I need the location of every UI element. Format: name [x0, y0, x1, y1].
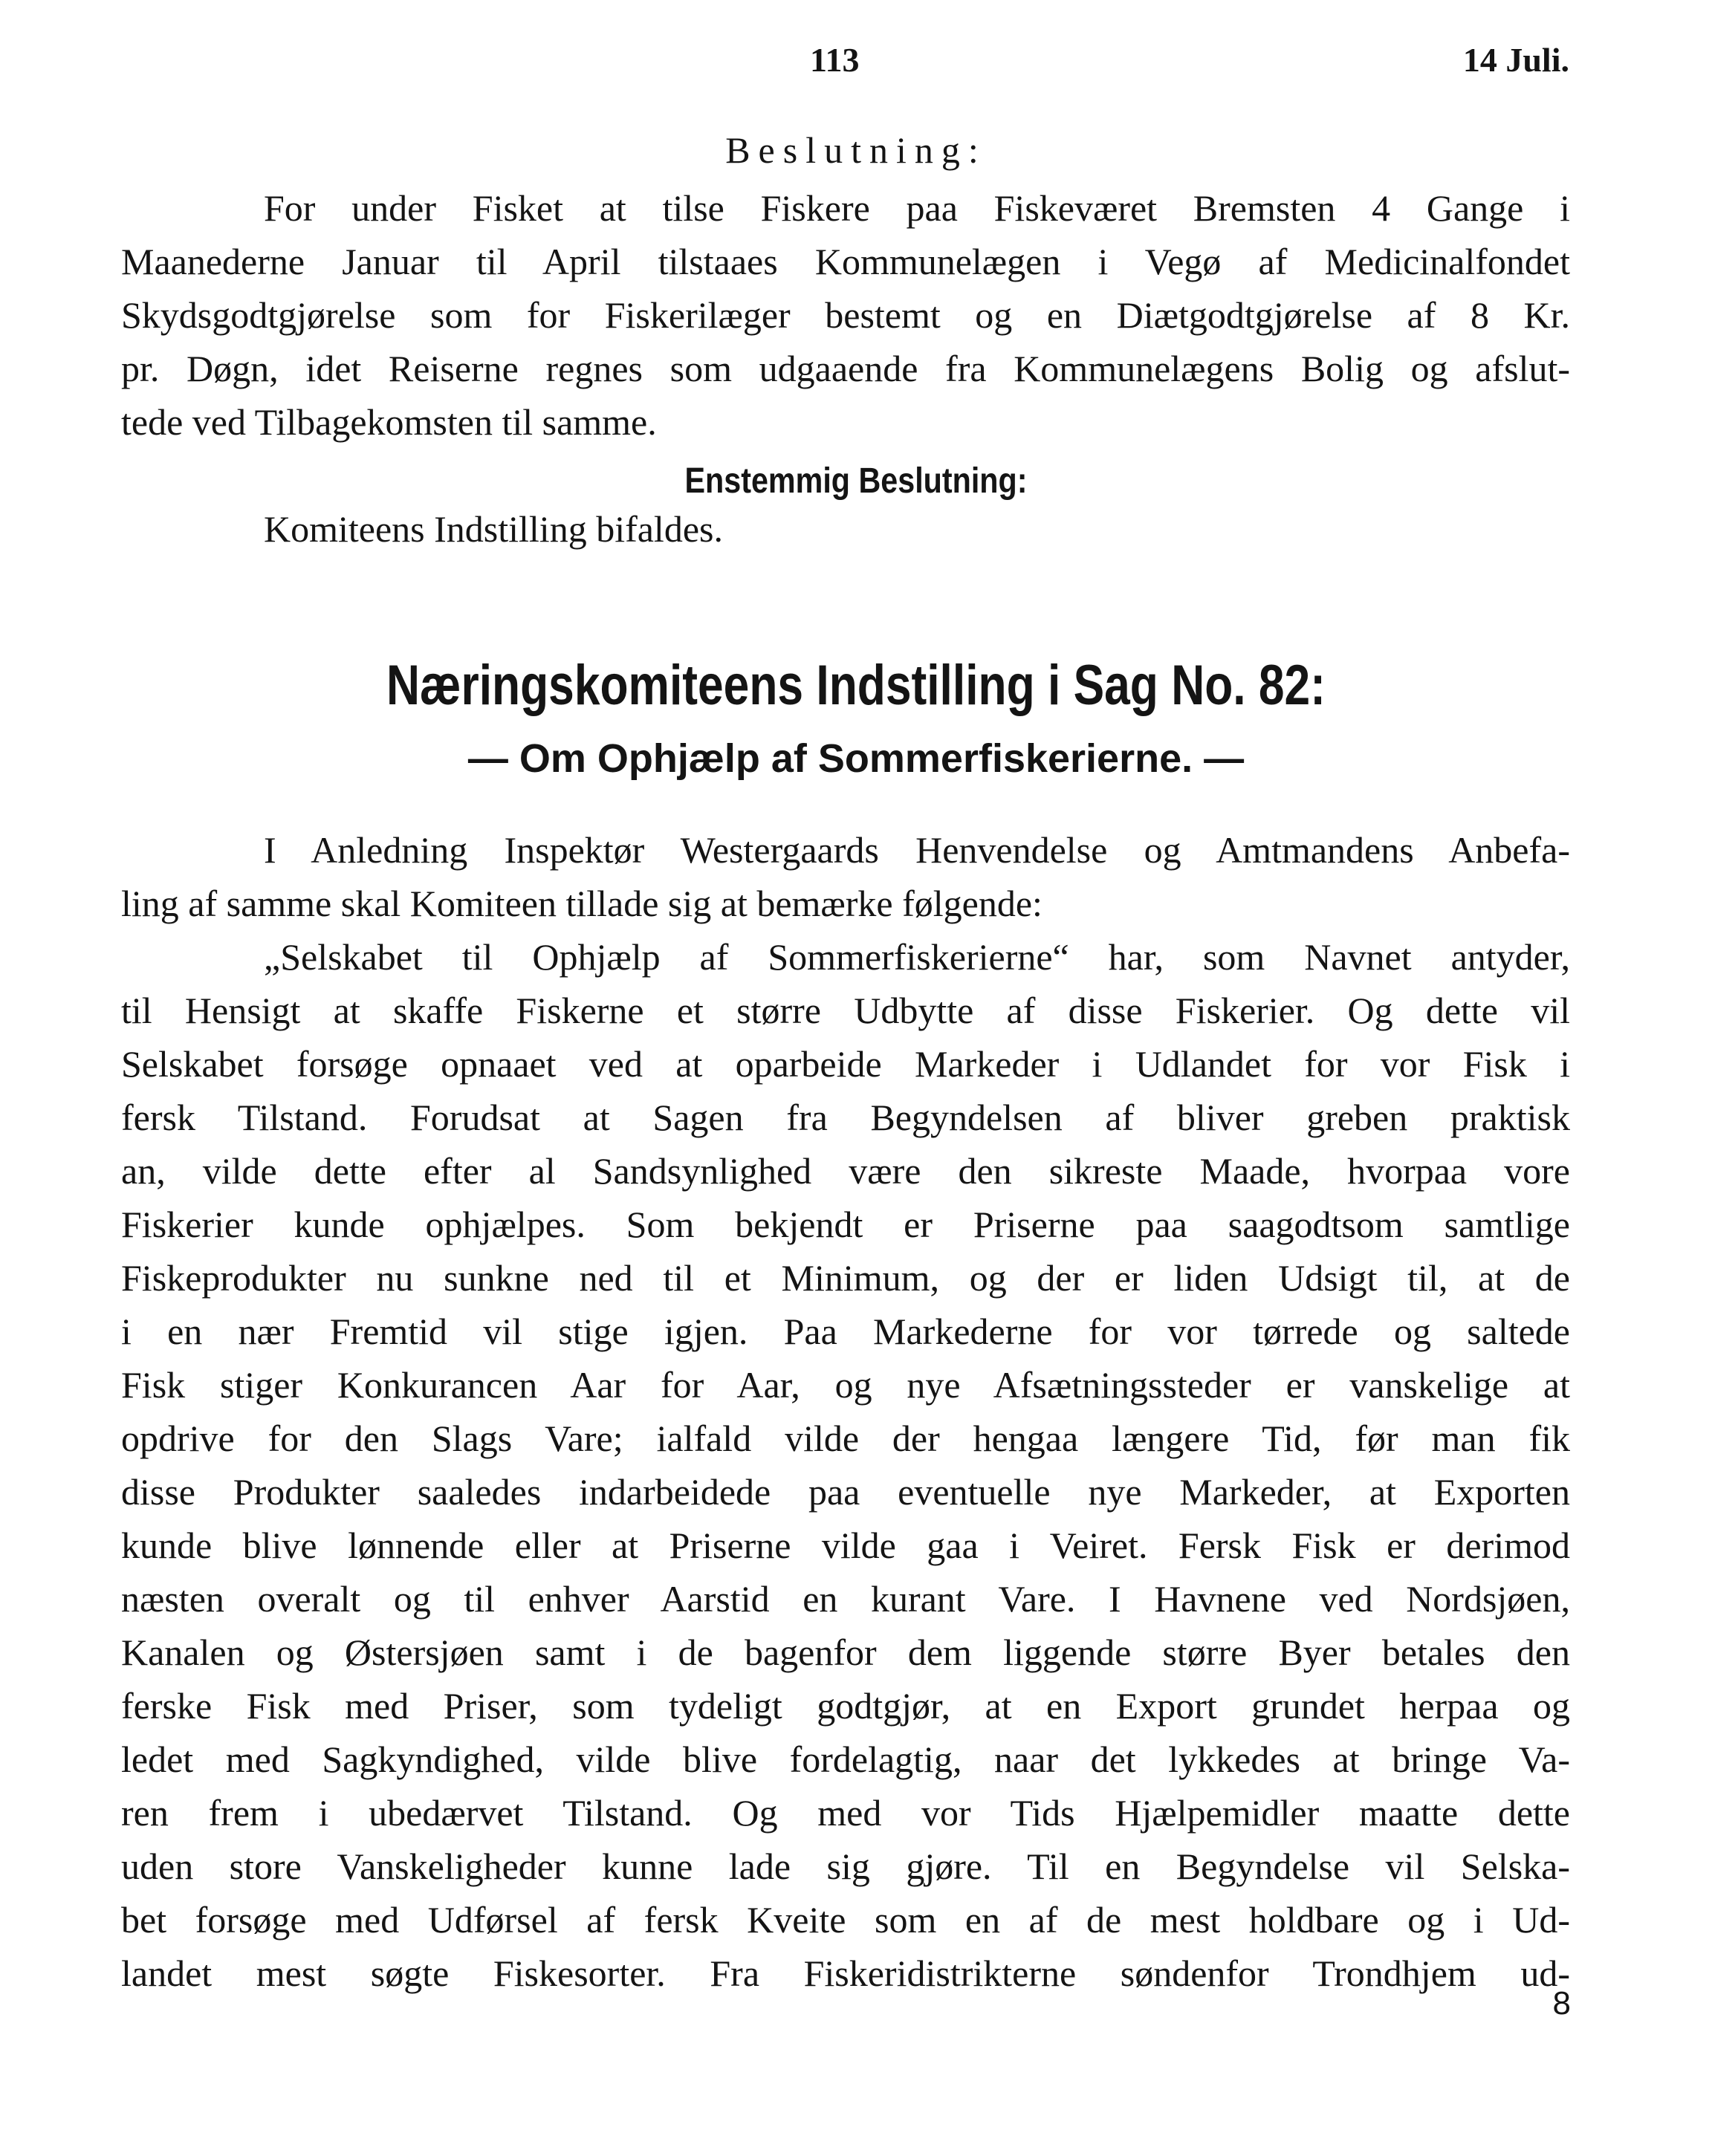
paragraph-line: ren frem i ubedærvet Tilstand. Og med vor Tids Hjælpemidler maatte dette	[121, 1792, 1570, 1834]
paragraph-line: Maanederne Januar til April tilstaaes Kommunelægen i Vegø af Medicinalfondet	[121, 241, 1570, 282]
section-subtitle: — Om Ophjælp af Sommerfiskerierne. —	[467, 736, 1245, 781]
decision-heading: Enstemmig Beslutning:	[684, 461, 1028, 501]
paragraph-line: tede ved Tilbagekomsten til samme.	[121, 401, 657, 443]
paragraph-line: ferske Fisk med Priser, som tydeligt godtgjør, at en Export grundet herpaa og	[121, 1685, 1570, 1727]
paragraph-line: uden store Vanskeligheder kunne lade sig gjøre. Til en Begyndelse vil Selska-	[121, 1845, 1570, 1887]
section-title: Næringskomiteens Indstilling i Sag No. 82:	[386, 654, 1326, 717]
paragraph-line: Kanalen og Østersjøen samt i de bagenfor dem liggende større Byer betales den	[121, 1631, 1570, 1673]
paragraph-line: For under Fisket at tilse Fiskere paa Fiskeværet Bremsten 4 Gange i	[264, 187, 1570, 229]
decision-text: Komiteens Indstilling bifaldes.	[264, 508, 723, 550]
paragraph-line: til Hensigt at skaffe Fiskerne et større Udbytte af disse Fiskerier. Og dette vil	[121, 990, 1570, 1031]
paragraph-line: bet forsøge med Udførsel af fersk Kveite som en af de mest holdbare og i Ud-	[121, 1899, 1570, 1941]
paragraph-line: Fisk stiger Konkurancen Aar for Aar, og nye Afsætningssteder er vanskelige at	[121, 1364, 1570, 1406]
sheet-signature: 8	[1552, 1985, 1571, 2022]
paragraph-line: ledet med Sagkyndighed, vilde blive fordelagtig, naar det lykkedes at bringe Va-	[121, 1738, 1570, 1780]
paragraph-line: „Selskabet til Ophjælp af Sommerfiskerierne“ har, som Navnet antyder,	[264, 936, 1570, 978]
paragraph-line: næsten overalt og til enhver Aarstid en kurant Vare. I Havnene ved Nordsjøen,	[121, 1578, 1570, 1620]
paragraph-line: Selskabet forsøge opnaaet ved at oparbeide Markeder i Udlandet for vor Fisk i	[121, 1043, 1570, 1085]
paragraph-line: kunde blive lønnende eller at Priserne vilde gaa i Veiret. Fersk Fisk er derimod	[121, 1525, 1570, 1566]
paragraph-line: pr. Døgn, idet Reiserne regnes som udgaaende fra Kommunelægens Bolig og afslut-	[121, 348, 1570, 389]
section-heading: Beslutning:	[725, 129, 987, 171]
paragraph-line: ling af samme skal Komiteen tillade sig at bemærke følgende:	[121, 883, 1043, 924]
paragraph-line: I Anledning Inspektør Westergaards Henvendelse og Amtmandens Anbefa-	[264, 829, 1570, 871]
paragraph-line: disse Produkter saaledes indarbeidede paa eventuelle nye Markeder, at Exporten	[121, 1471, 1570, 1513]
page-number: 113	[810, 41, 860, 79]
paragraph-line: opdrive for den Slags Vare; ialfald vilde der hengaa længere Tid, før man fik	[121, 1418, 1570, 1459]
paragraph-line: Fiskerier kunde ophjælpes. Som bekjendt er Priserne paa saagodtsom samtlige	[121, 1204, 1570, 1245]
paragraph-line: Skydsgodtgjørelse som for Fiskerilæger bestemt og en Diætgodtgjørelse af 8 Kr.	[121, 294, 1570, 336]
paragraph-line: an, vilde dette efter al Sandsynlighed være den sikreste Maade, hvorpaa vore	[121, 1150, 1570, 1192]
paragraph-line: i en nær Fremtid vil stige igjen. Paa Markederne for vor tørrede og saltede	[121, 1311, 1570, 1352]
paragraph-line: landet mest søgte Fiskesorter. Fra Fiskeridistrikterne søndenfor Trondhjem ud-	[121, 1952, 1570, 1994]
header-date: 14 Juli.	[1462, 41, 1569, 79]
paragraph-line: fersk Tilstand. Forudsat at Sagen fra Begyndelsen af bliver greben praktisk	[121, 1097, 1570, 1138]
paragraph-line: Fiskeprodukter nu sunkne ned til et Minimum, og der er liden Udsigt til, at de	[121, 1257, 1570, 1299]
